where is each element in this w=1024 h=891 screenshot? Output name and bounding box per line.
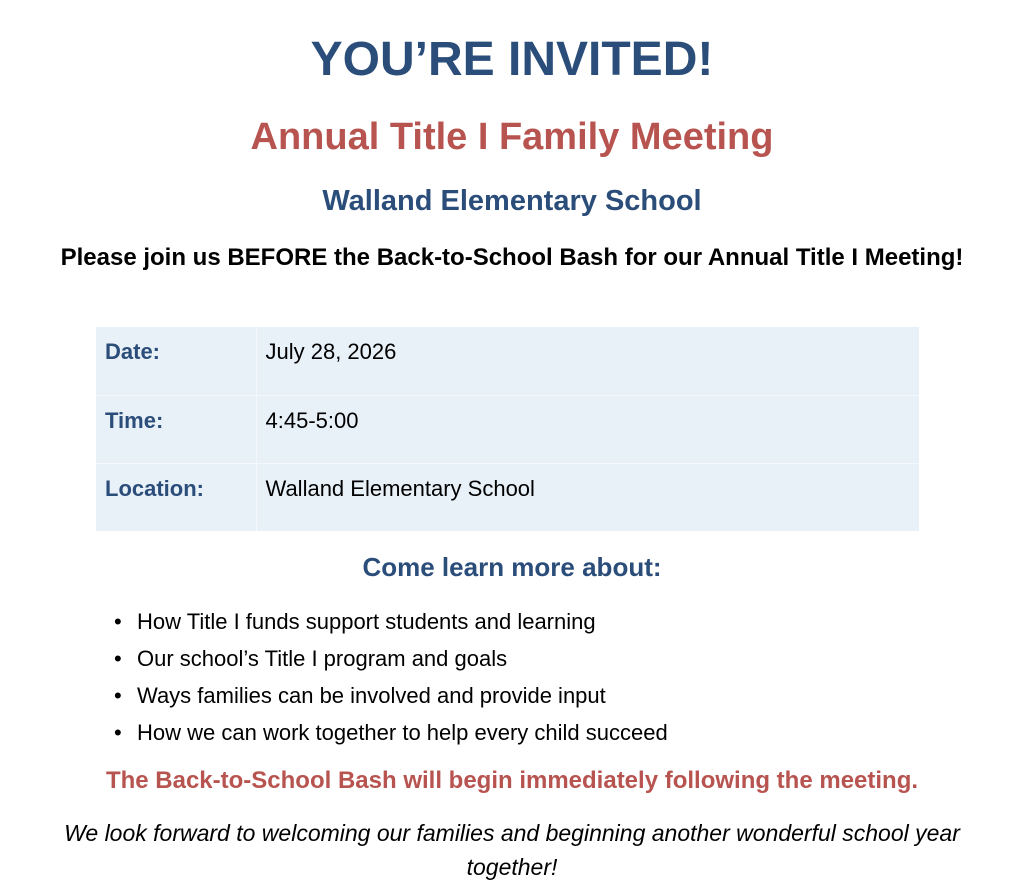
date-label: Date:	[96, 327, 256, 395]
headline: YOU’RE INVITED!	[310, 33, 714, 86]
bullet-icon: •	[114, 720, 122, 745]
topic-text: How Title I funds support students and learning	[137, 609, 596, 634]
topic-text: Our school’s Title I program and goals	[137, 646, 508, 671]
details-row-time	[96, 395, 919, 463]
topic-text: Ways families can be involved and provide input	[137, 683, 606, 708]
bullet-icon: •	[114, 609, 122, 634]
details-table	[96, 327, 919, 531]
list-item	[110, 714, 668, 751]
details-row-location	[96, 463, 919, 531]
details-row-date	[96, 327, 919, 395]
list-item	[110, 603, 668, 640]
list-item	[110, 677, 668, 714]
school-name: Walland Elementary School	[322, 185, 702, 217]
topic-text: How we can work together to help every child succeed	[137, 720, 668, 745]
bullet-icon: •	[114, 646, 122, 671]
intro-text: Please join us BEFORE the Back-to-School Bash for our Annual Title I Meeting!	[60, 244, 964, 271]
location-value: Walland Elementary School	[265, 475, 535, 501]
meeting-title: Annual Title I Family Meeting	[250, 116, 774, 158]
location-label: Location:	[96, 463, 256, 531]
date-value: July 28, 2026	[256, 327, 919, 395]
bash-note: The Back-to-School Bash will begin immediately following the meeting.	[105, 767, 919, 794]
closing-text: We look forward to welcoming our families and beginning another wonderful school year together!	[64, 820, 960, 880]
time-value: 4:45-5:00	[256, 395, 919, 463]
learn-heading: Come learn more about:	[362, 552, 662, 582]
list-item	[110, 640, 668, 677]
time-label: Time:	[96, 395, 256, 463]
topics-list	[110, 603, 668, 751]
bullet-icon: •	[114, 683, 122, 708]
